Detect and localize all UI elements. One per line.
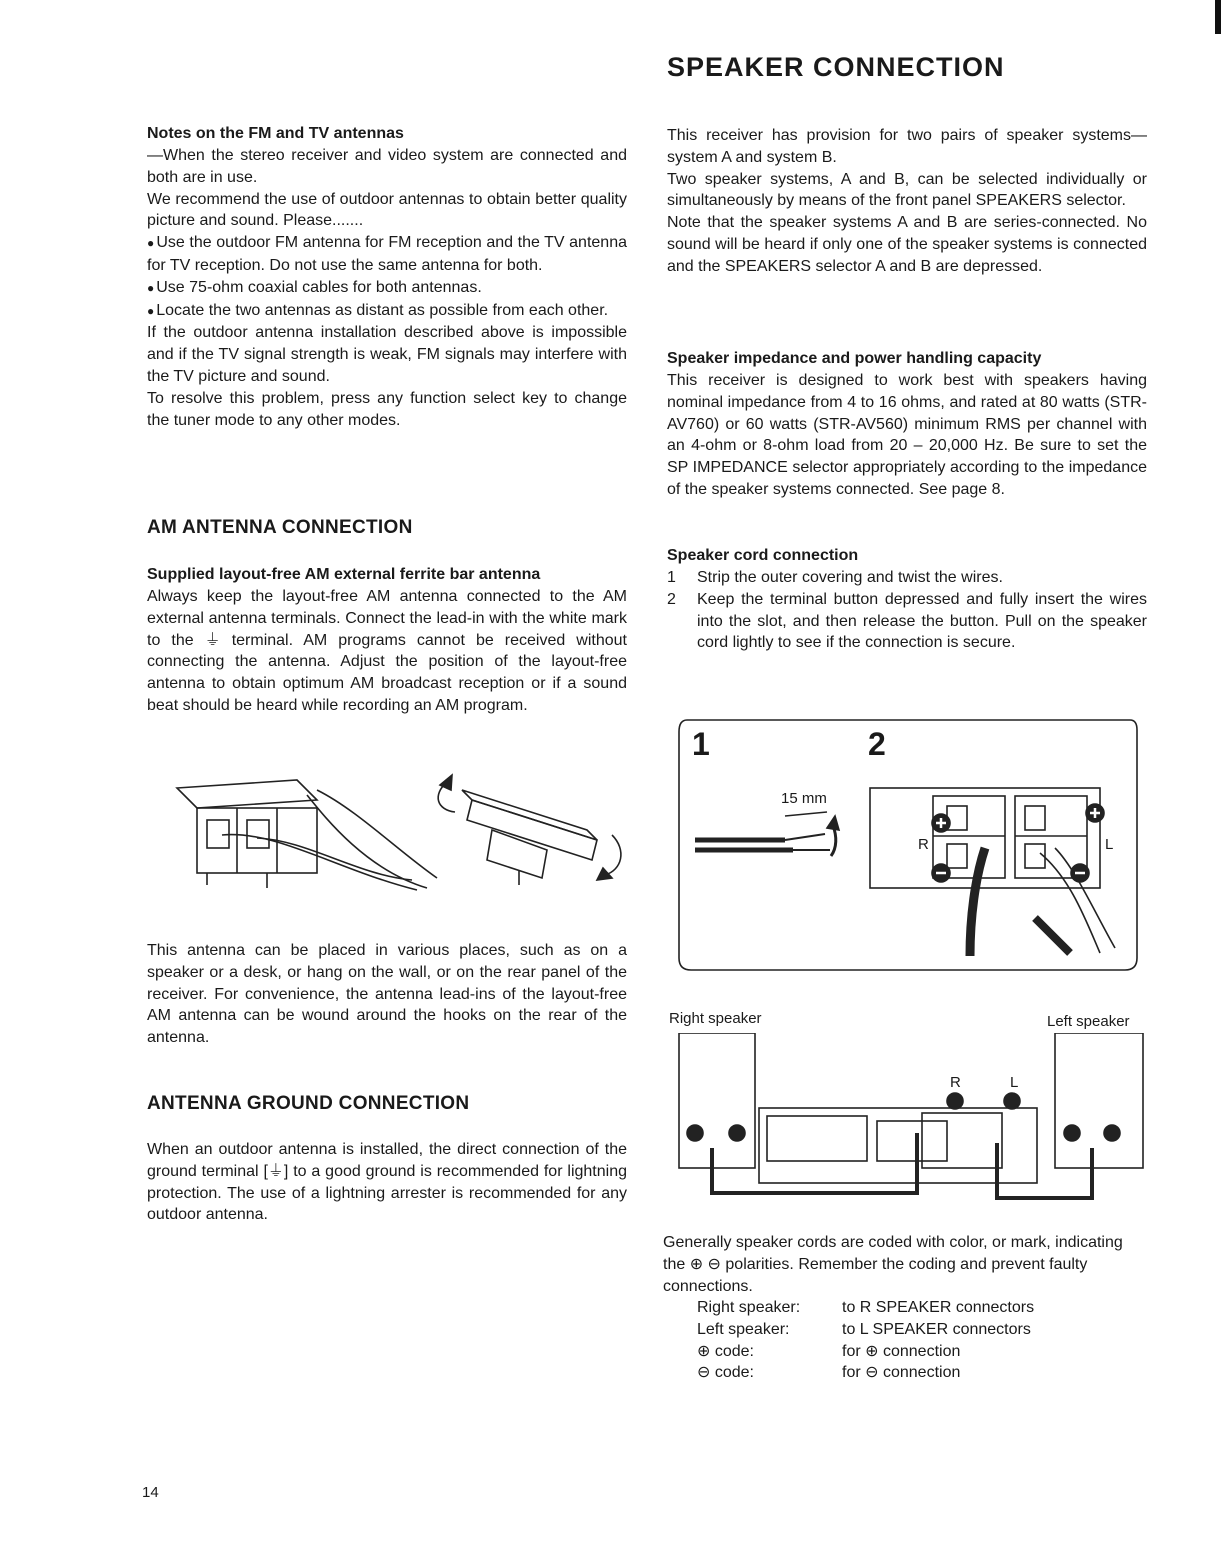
- cord-step: [667, 567, 1147, 589]
- receiver-r-label: R: [950, 1074, 961, 1091]
- fm-tv-notes-para2: To resolve this problem, press any function select key to change the tuner mode to any other modes.: [147, 389, 627, 429]
- coding-value: to L SPEAKER connectors: [842, 1320, 1031, 1338]
- fm-tv-notes-para1: If the outdoor antenna installation described above is impossible and if the TV signal strength is weak, FM signals may interfere with the TV picture and sound.: [147, 324, 627, 385]
- coding-key: ⊕ code:: [697, 1342, 754, 1360]
- main-heading: SPEAKER CONNECTION: [667, 52, 1005, 82]
- coding-key: Right speaker:: [697, 1299, 801, 1316]
- speaker-intro: [667, 125, 1147, 278]
- impedance-section: [667, 348, 1147, 501]
- cord-step-number: 1: [667, 569, 676, 586]
- cord-step-text: Strip the outer covering and twist the wires.: [697, 569, 1003, 586]
- cord-connection-figure: [675, 718, 1140, 973]
- page-edge-mark: [1215, 0, 1221, 34]
- coding-row: [697, 1362, 1147, 1384]
- fm-tv-notes-recommend: We recommend the use of outdoor antennas to obtain better quality picture and sound. Please.......: [147, 190, 627, 230]
- fm-tv-notes-intro: —When the stereo receiver and video system are connected and both are in use.: [147, 147, 627, 186]
- cord-connection-drawing: [675, 718, 1140, 973]
- coding-value: for ⊖ connection: [842, 1364, 961, 1382]
- coding-value: for ⊕ connection: [842, 1342, 961, 1360]
- coding-value: to R SPEAKER connectors: [842, 1299, 1035, 1316]
- coding-list: [667, 1297, 1147, 1384]
- fm-tv-bullet: ● Use 75-ohm coaxial cables for both antennas.: [147, 277, 627, 300]
- receiver-l-label: L: [1010, 1074, 1019, 1091]
- ground-para: When an outdoor antenna is installed, the direct connection of the ground terminal [⏚] to a good ground is recommended for lightning protection. The use of a lightning arrester is recommended for any outdoor antenna.: [147, 1141, 627, 1224]
- fm-tv-bullet: ● Locate the two antennas as distant as possible from each other.: [147, 300, 627, 323]
- cord-step: [667, 589, 1147, 654]
- figure-step1-label: 1: [692, 726, 710, 762]
- speaker-intro1: This receiver has provision for two pairs of speaker systems—system A and system B.: [667, 127, 1147, 166]
- cord-steps: [667, 567, 1147, 654]
- strip-length-label: 15 mm: [781, 790, 827, 807]
- am-antenna-para1: Always keep the layout-free AM antenna connected to the AM external antenna terminals. Connect the lead-in with the white mark to the ⏚ terminal. AM programs cannot be received without connecting the antenna. Adjust the position of the layout-free antenna to obtain optimum AM broadcast reception or if a sound beat should be heard while recording an AM program.: [147, 588, 627, 714]
- speaker-wiring-drawing: [667, 1033, 1147, 1213]
- fm-tv-bullet: ● Use the outdoor FM antenna for FM reception and the TV antenna for TV reception. Do not use the same antenna for both.: [147, 232, 627, 277]
- am-antenna-illustration: [157, 760, 637, 930]
- right-speaker-label: Right speaker: [669, 1010, 762, 1027]
- left-speaker-label: Left speaker: [1047, 1013, 1130, 1030]
- coding-row: [697, 1297, 1147, 1319]
- speaker-intro3: Note that the speaker systems A and B are series-connected. No sound will be heard if only one of the speaker systems is connected and the SPEAKERS selector A and B are depressed.: [667, 214, 1147, 275]
- cord-heading: Speaker cord connection: [667, 547, 859, 564]
- fm-tv-notes: [147, 123, 627, 431]
- speaker-wiring-figure: [667, 1008, 1147, 1213]
- terminal-r-label: R: [918, 836, 929, 853]
- terminal-l-label: L: [1105, 836, 1114, 853]
- impedance-heading: Speaker impedance and power handling capacity: [667, 350, 1042, 367]
- coding-text: Generally speaker cords are coded with color, or mark, indicating the ⊕ ⊖ polarities. Remember the coding and prevent faulty connections.: [663, 1234, 1123, 1295]
- am-antenna-section: [147, 564, 627, 717]
- fm-tv-notes-heading: Notes on the FM and TV antennas: [147, 125, 404, 142]
- coding-row: [697, 1341, 1147, 1363]
- impedance-text: This receiver is designed to work best with speakers having nominal impedance from 4 to 16 ohms, and rated at 80 watts (STR-AV760) or 60 watts (STR-AV560) minimum RMS per channel with an 4-ohm or 8-ohm load from 20 – 20,000 Hz. Be sure to set the SP IMPEDANCE selector appropriately according to the impedance of the speaker systems connected. See page 8.: [667, 372, 1147, 498]
- coding-key: ⊖ code:: [697, 1364, 754, 1382]
- cord-step-text: Keep the terminal button depressed and fully insert the wires into the slot, and then release the button. Pull on the speaker cord lightly to see if the connection is secure.: [697, 590, 1147, 652]
- figure-step2-label: 2: [868, 726, 886, 762]
- speaker-intro2: Two speaker systems, A and B, can be selected individually or simultaneously by means of the front panel SPEAKERS selector.: [667, 170, 1147, 210]
- am-antenna-heading: AM ANTENNA CONNECTION: [147, 517, 413, 538]
- am-antenna-subheading: Supplied layout-free AM external ferrite bar antenna: [147, 566, 541, 583]
- ground-heading: ANTENNA GROUND CONNECTION: [147, 1093, 470, 1114]
- cord-step-number: 2: [667, 590, 676, 608]
- coding-row: [697, 1319, 1147, 1341]
- coding-key: Left speaker:: [697, 1320, 790, 1338]
- cord-section: [667, 545, 1147, 654]
- am-antenna-para2: This antenna can be placed in various places, such as on a speaker or a desk, or hang on the wall, or on the rear panel of the receiver. For convenience, the antenna lead-ins of the layout-free AM antenna can be wound around the hooks on the rear of the antenna.: [147, 942, 627, 1047]
- page-number: 14: [142, 1484, 159, 1501]
